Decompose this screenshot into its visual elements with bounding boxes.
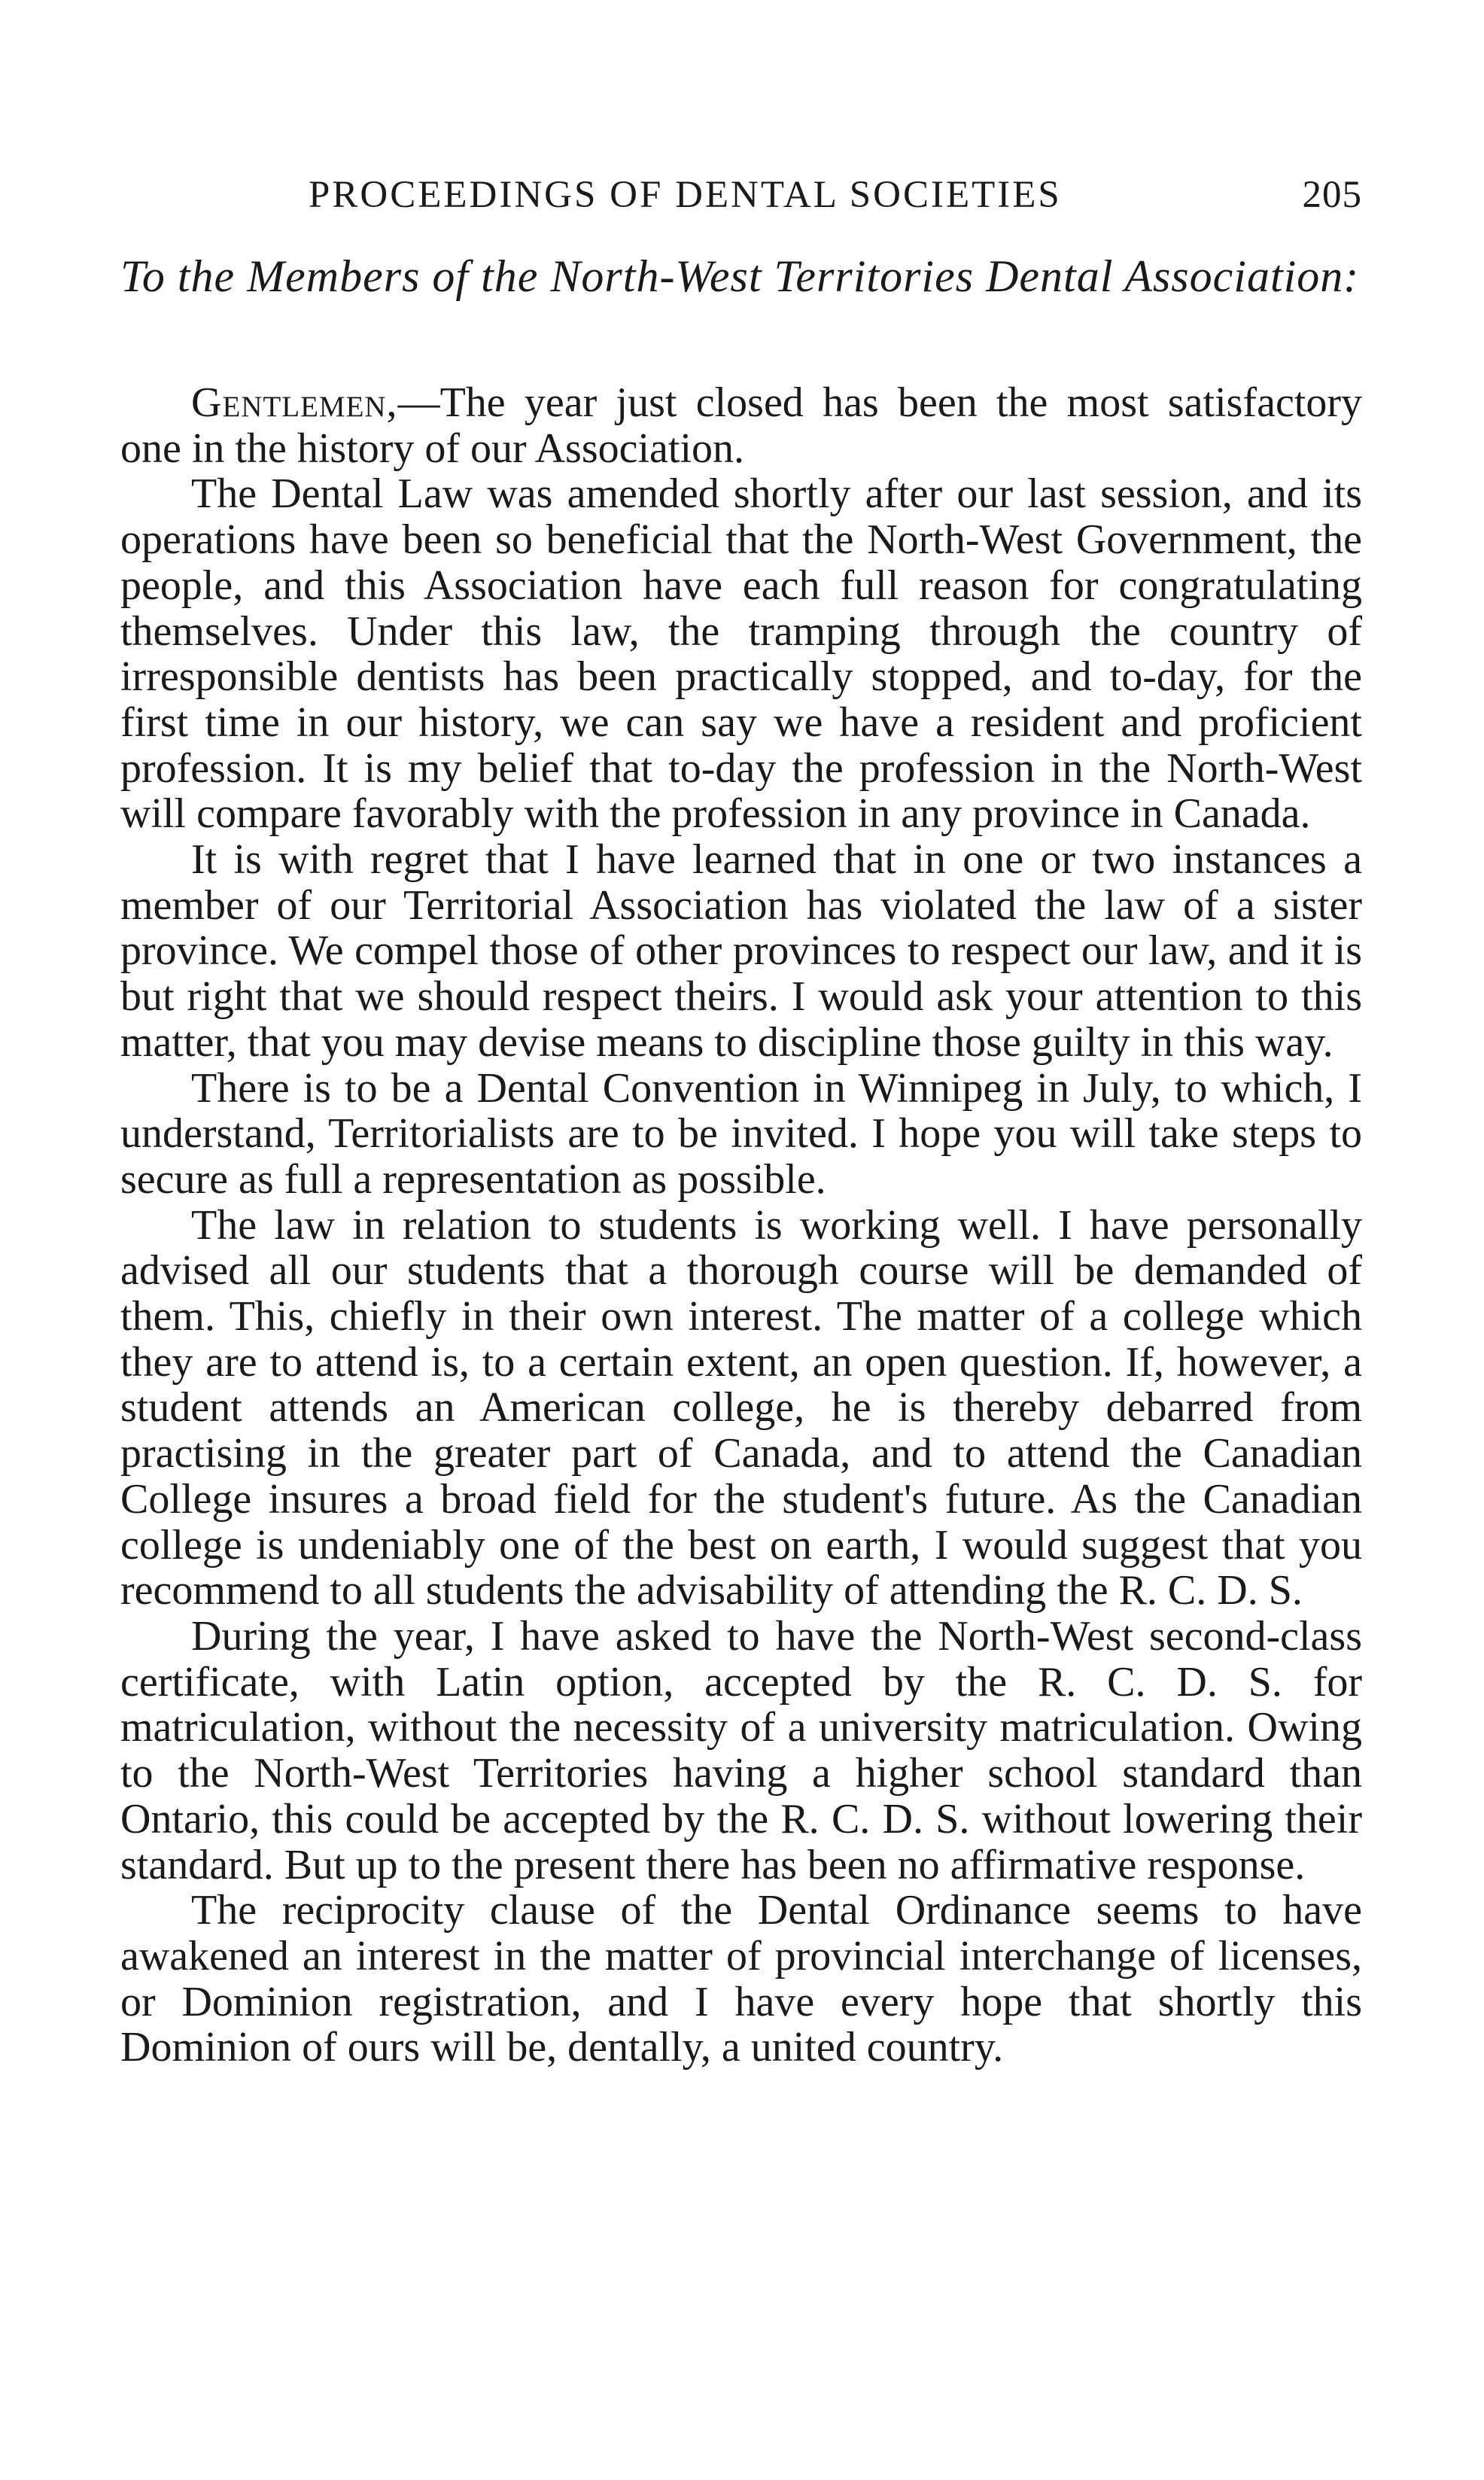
running-title: PROCEEDINGS OF DENTAL SOCIETIES: [309, 174, 1062, 216]
paragraph-1-text: —The year just closed has been the most satisfactory one in the history of our Association.: [120, 379, 1362, 472]
paragraph-7: The reciprocity clause of the Dental Ordinance seems to have awakened an interest in the matter of provincial interchange of licenses, or Dominion registration, and I have every hope that shortly this Dominion of ours will be, dentally, a united country.: [120, 1887, 1362, 2071]
paragraph-6: During the year, I have asked to have the North-West second-class certificate, with Latin option, accepted by the R. C. D. S. for matriculation, without the necessity of a university matriculation. Owing to the North-West Territories having a higher school standard than Ontario, this could be accepted by the R. C. D. S. without lowering their standard. But up to the present there has been no affirmative response.: [120, 1612, 1362, 1888]
letter-body: [120, 380, 1362, 2071]
paragraph-1: [120, 380, 1362, 471]
salutation-word: Gentlemen,: [191, 379, 398, 426]
page-number: 205: [1302, 174, 1362, 216]
paragraph-5: The law in relation to students is working well. I have personally advised all our students that a thorough course will be demanded of them. This, chiefly in their own interest. The matter of a college which they are to attend is, to a certain extent, an open question. If, however, a student attends an American college, he is thereby debarred from practising in the greater part of Canada, and to attend the Canadian College insures a broad field for the student's future. As the Canadian college is undeniably one of the best on earth, I would suggest that you recommend to all students the advisability of attending the R. C. D. S.: [120, 1201, 1362, 1614]
paragraph-3: It is with regret that I have learned that in one or two instances a member of our Territorial Association has violated the law of a sister province. We compel those of other provinces to respect our law, and it is but right that we should respect theirs. I would ask your attention to this matter, that you may devise means to discipline those guilty in this way.: [120, 836, 1362, 1066]
paragraph-4: There is to be a Dental Convention in Winnipeg in July, to which, I understand, Territorialists are to be invited. I hope you will take steps to secure as full a representation as possible.: [120, 1064, 1362, 1203]
letter-salutation: To the Members of the North-West Territories Dental Association:: [120, 251, 1360, 301]
paragraph-2: The Dental Law was amended shortly after our last session, and its operations have been so beneficial that the North-West Government, the people, and this Association have each full reason for congratulating themselves. Under this law, the tramping through the country of irresponsible dentists has been practically stopped, and to-day, for the first time in our history, we can say we have a resident and proficient profession. It is my belief that to-day the profession in the North-West will compare favorably with the profession in any province in Canada.: [120, 470, 1362, 838]
running-header: [309, 169, 1362, 221]
